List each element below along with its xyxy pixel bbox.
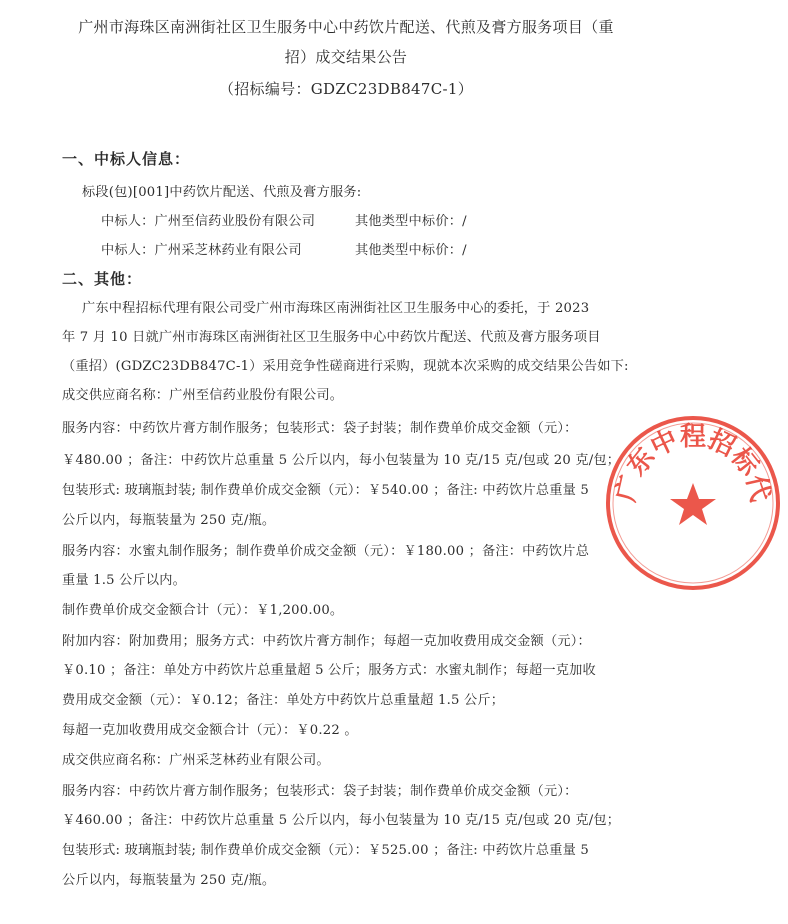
body-line: （重招）(GDZC23DB847C-1）采用竞争性磋商进行采购，现就本次采购的成交结果公告如下: [62, 359, 629, 374]
lot-description: 标段(包)[001]中药饮片配送、代煎及膏方服务: [82, 185, 362, 200]
body-line: 重量 1.5 公斤以内。 [62, 573, 187, 588]
body-line: 制作费单价成交金额合计（元）：￥1,200.00。 [62, 603, 344, 618]
body-line: ￥0.10 ；备注：单处方中药饮片总重量超 5 公斤；服务方式：水蜜丸制作；每超一克加收 [62, 663, 596, 678]
winner-name: 中标人：广州至信药业股份有限公司 [101, 214, 316, 229]
body-line: 每超一克加收费用成交金额合计（元）：￥0.22 。 [62, 723, 358, 738]
body-line: 成交供应商名称：广州至信药业股份有限公司。 [62, 388, 344, 403]
section-winner-heading: 一、中标人信息： [62, 150, 191, 168]
winner-name: 中标人：广州采芝林药业有限公司 [101, 243, 302, 258]
winner-other-price: 其他类型中标价：/ [355, 214, 467, 229]
body-line: 附加内容：附加费用；服务方式：中药饮片膏方制作；每超一克加收费用成交金额（元）： [62, 634, 591, 649]
winner-other-price: 其他类型中标价：/ [355, 243, 467, 258]
title-line-1: 广州市海珠区南洲街社区卫生服务中心中药饮片配送、代煎及膏方服务项目（重 [78, 18, 614, 36]
body-line: 公斤以内，每瓶装量为 250 克/瓶。 [62, 513, 276, 528]
body-line: ￥480.00 ；备注：中药饮片总重量 5 公斤以内，每小包装量为 10 克/15 克/包或 20 克/包； [62, 453, 621, 468]
title-line-2: 招）成交结果公告 [284, 48, 408, 66]
seal-text: 广东中程招标代 [611, 422, 775, 505]
body-line: 年 7 月 10 日就广州市海珠区南洲街社区卫生服务中心中药饮片配送、代煎及膏方服务项目 [62, 330, 601, 345]
body-line: 服务内容：中药饮片膏方制作服务；包装形式：袋子封装；制作费单价成交金额（元）： [62, 784, 578, 799]
body-line: 包装形式: 玻璃瓶封装; 制作费单价成交金额（元）：￥540.00 ；备注: 中药饮片总重量 5 [62, 483, 590, 498]
company-seal-icon [598, 408, 788, 598]
body-line: 包装形式: 玻璃瓶封装; 制作费单价成交金额（元）：￥525.00 ；备注: 中药饮片总重量 5 [62, 843, 590, 858]
section-other-heading: 二、其他： [62, 270, 143, 288]
body-line: 广东中程招标代理有限公司受广州市海珠区南洲街社区卫生服务中心的委托，于 2023 [82, 301, 590, 316]
body-line: 服务内容：中药饮片膏方制作服务；包装形式：袋子封装；制作费单价成交金额（元）： [62, 421, 578, 436]
body-line: ￥460.00 ；备注：中药饮片总重量 5 公斤以内，每小包装量为 10 克/15 克/包或 20 克/包； [62, 813, 621, 828]
body-line: 服务内容：水蜜丸制作服务；制作费单价成交金额（元）：￥180.00 ；备注：中药饮片总 [62, 544, 590, 559]
seal-star-icon [670, 483, 716, 525]
body-line: 公斤以内，每瓶装量为 250 克/瓶。 [62, 873, 276, 888]
body-line: 费用成交金额（元）：￥0.12；备注：单处方中药饮片总重量超 1.5 公斤； [62, 693, 505, 708]
body-line: 成交供应商名称：广州采芝林药业有限公司。 [62, 753, 330, 768]
tender-number: （招标编号：GDZC23DB847C-1） [218, 80, 474, 98]
